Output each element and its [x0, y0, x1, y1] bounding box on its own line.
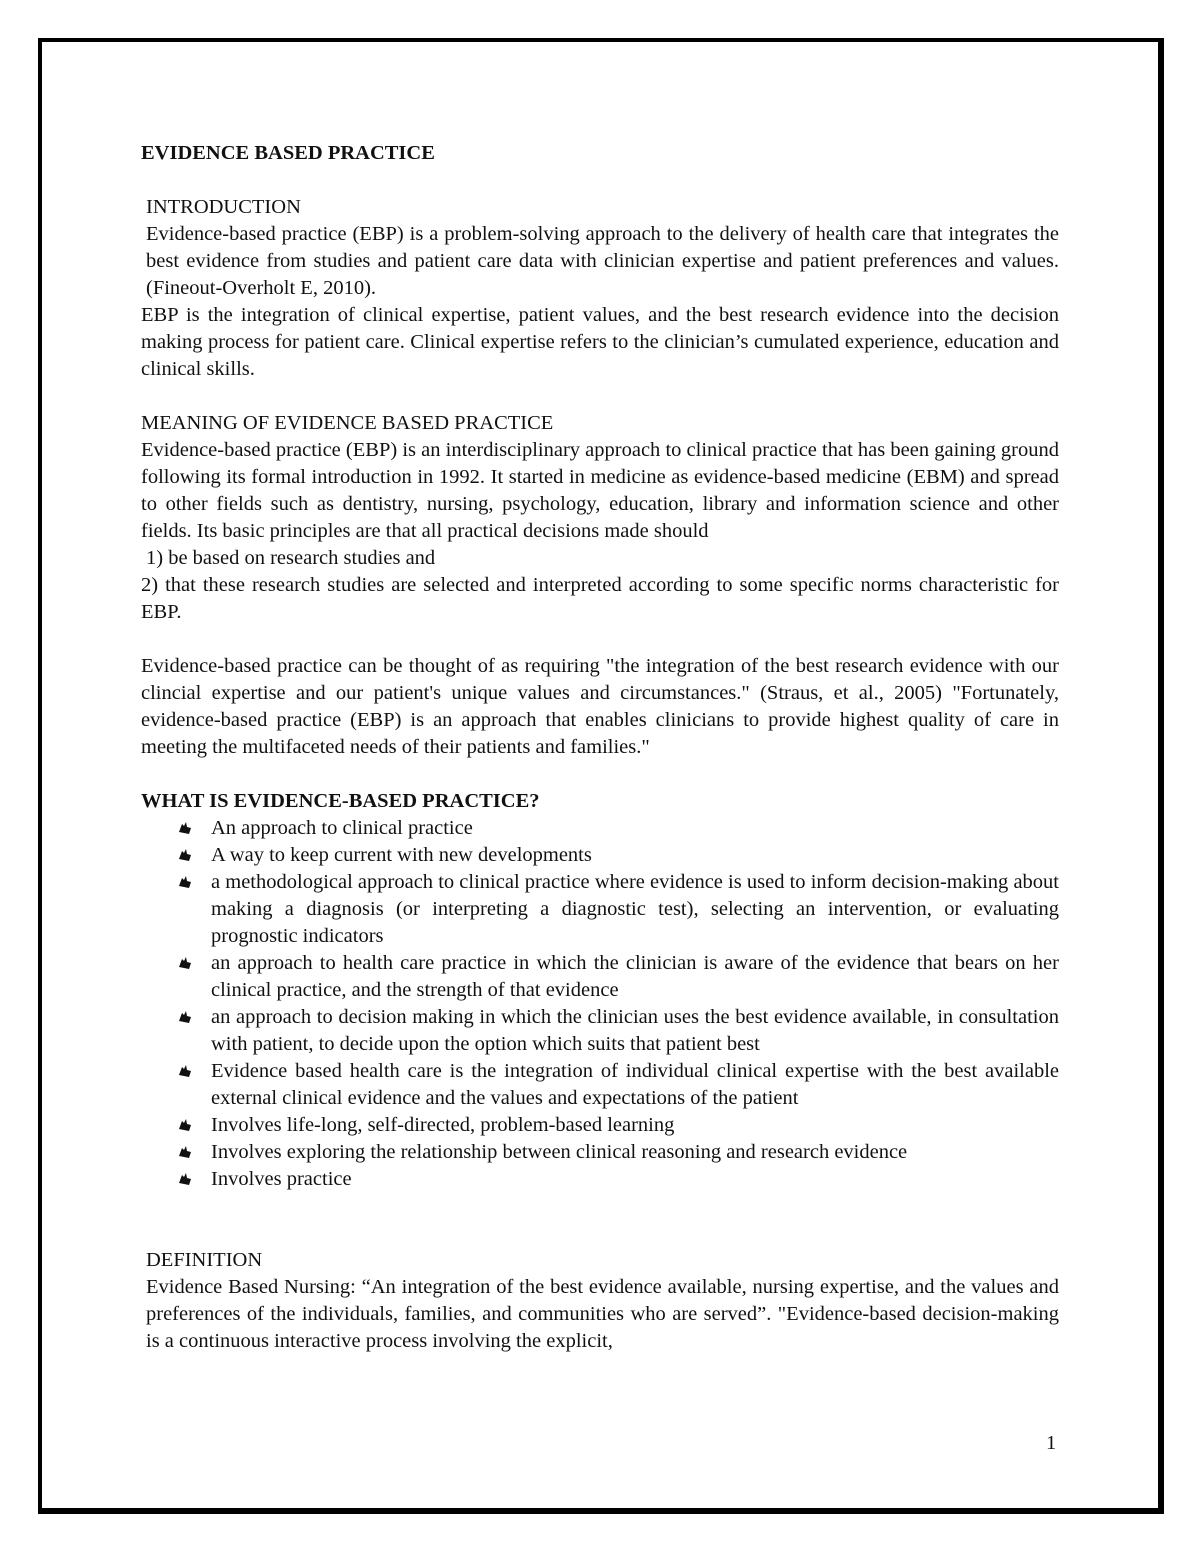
document-title: EVIDENCE BASED PRACTICE: [141, 142, 435, 164]
hand-pointer-icon: [177, 820, 193, 836]
list-item-text: an approach to decision making in which the clinician uses the best evidence available, in consultation with patient, to decide upon the option which suits that patient best: [211, 1006, 1059, 1055]
hand-pointer-icon: [177, 874, 193, 890]
list-item-text: Evidence based health care is the integration of individual clinical expertise with the best available external clinical evidence and the values and expectations of the patient: [211, 1060, 1059, 1109]
list-item: [211, 1004, 1059, 1058]
meaning-paragraph-1: Evidence-based practice (EBP) is an interdisciplinary approach to clinical practice that has been gaining ground following its formal introduction in 1992. It started in medicine as evidence-based medicine (EBM) and spread to other fields such as dentistry, nursing, psychology, education, library and information science and other fields. Its basic principles are that all practical decisions made should: [141, 439, 1059, 542]
meaning-point-2: 2) that these research studies are selected and interpreted according to some specific norms characteristic for EBP.: [141, 574, 1059, 623]
hand-pointer-icon: [177, 1171, 193, 1187]
list-item-text: Involves life-long, self-directed, problem-based learning: [211, 1114, 675, 1136]
introduction-heading: INTRODUCTION: [146, 196, 301, 218]
document-body: [141, 140, 1059, 1355]
page-number: 1: [1046, 1432, 1057, 1454]
list-item-text: a methodological approach to clinical practice where evidence is used to inform decision-making about making a diagnosis (or interpreting a diagnostic test), selecting an intervention, or evaluating prognostic indicators: [211, 871, 1059, 947]
list-item: [211, 950, 1059, 1004]
spacer: [141, 1193, 1059, 1247]
list-item: [211, 1112, 1059, 1139]
hand-pointer-icon: [177, 847, 193, 863]
list-item-text: A way to keep current with new developments: [211, 844, 592, 866]
hand-pointer-icon: [177, 1117, 193, 1133]
list-item: [211, 869, 1059, 950]
list-item-text: an approach to health care practice in which the clinician is aware of the evidence that bears on her clinical practice, and the strength of that evidence: [211, 952, 1059, 1001]
spacer: [141, 626, 1059, 653]
introduction-paragraph-2: EBP is the integration of clinical expertise, patient values, and the best research evidence into the decision making process for patient care. Clinical expertise refers to the clinician’s cumulated experience, education and clinical skills.: [141, 304, 1059, 380]
list-item: [211, 815, 1059, 842]
list-item: [211, 1139, 1059, 1166]
meaning-heading: MEANING OF EVIDENCE BASED PRACTICE: [141, 412, 554, 434]
list-item-text: Involves practice: [211, 1168, 352, 1190]
meaning-paragraph-2: Evidence-based practice can be thought of as requiring "the integration of the best research evidence with our clincial expertise and our patient's unique values and circumstances." (Straus, et al., 2005) "Fortunately, evidence-based practice (EBP) is an approach that enables clinicians to provide highest quality of care in meeting the multifaceted needs of their patients and families.": [141, 655, 1059, 758]
what-is-list: [141, 815, 1059, 1193]
what-is-heading: WHAT IS EVIDENCE-BASED PRACTICE?: [141, 790, 540, 812]
list-item-text: An approach to clinical practice: [211, 817, 473, 839]
list-item: [211, 842, 1059, 869]
spacer: [141, 761, 1059, 788]
definition-paragraph-1: Evidence Based Nursing: “An integration of the best evidence available, nursing expertise, and the values and preferences of the individuals, families, and communities who are served”. "Evidence-based decision-making is a continuous interactive process involving the explicit,: [146, 1276, 1059, 1352]
hand-pointer-icon: [177, 955, 193, 971]
list-item-text: Involves exploring the relationship between clinical reasoning and research evidence: [211, 1141, 908, 1163]
hand-pointer-icon: [177, 1063, 193, 1079]
hand-pointer-icon: [177, 1144, 193, 1160]
introduction-paragraph-1: Evidence-based practice (EBP) is a problem-solving approach to the delivery of health care that integrates the best evidence from studies and patient care data with clinician expertise and patient preferences and values. (Fineout-Overholt E, 2010).: [146, 223, 1059, 299]
definition-heading: DEFINITION: [146, 1249, 263, 1271]
list-item: [211, 1166, 1059, 1193]
meaning-point-1: 1) be based on research studies and: [146, 547, 436, 569]
list-item: [211, 1058, 1059, 1112]
spacer: [141, 383, 1059, 410]
hand-pointer-icon: [177, 1009, 193, 1025]
